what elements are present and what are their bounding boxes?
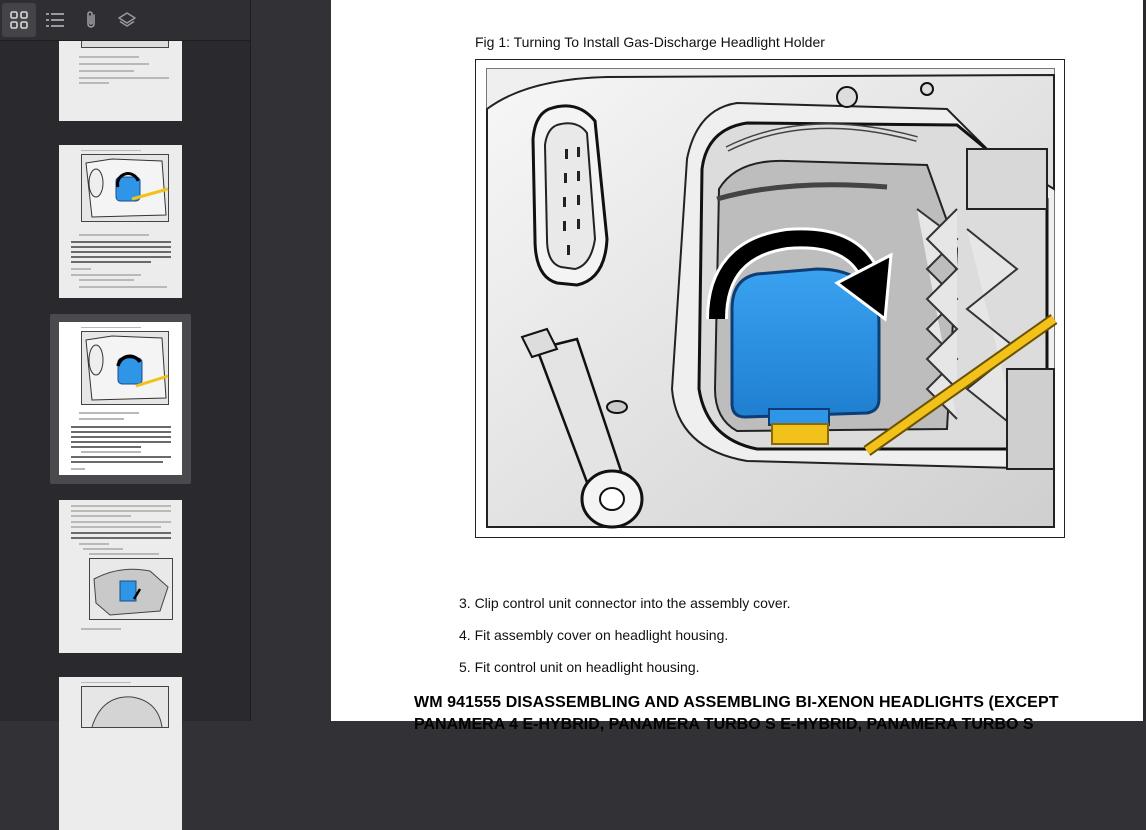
figure-caption: Fig 1: Turning To Install Gas-Discharge Headlight Holder [475, 34, 825, 50]
page-thumbnail[interactable] [59, 677, 182, 830]
thumbnail-list [0, 40, 250, 721]
paperclip-icon [83, 10, 99, 30]
section-heading-continued: PANAMERA 4 E-HYBRID, PANAMERA TURBO S E-HYBRID, PANAMERA TURBO S [414, 716, 1034, 733]
thumbnail-sidebar [0, 0, 251, 721]
figure-frame [475, 59, 1065, 538]
headlight-illustration [486, 68, 1055, 528]
step-4: 4. Fit assembly cover on headlight housing. [459, 627, 729, 643]
section-heading: WM 941555 DISASSEMBLING AND ASSEMBLING BI-XENON HEADLIGHTS (EXCEPT [414, 694, 1059, 711]
page-thumbnail[interactable] [59, 145, 182, 298]
document-viewer [251, 0, 1146, 733]
outline-view-button[interactable] [38, 3, 72, 37]
grid-icon [10, 11, 28, 29]
page-thumbnail[interactable] [59, 500, 182, 653]
list-icon [45, 11, 65, 29]
layers-view-button[interactable] [110, 3, 144, 37]
sidebar-toolbar [0, 0, 250, 41]
step-5: 5. Fit control unit on headlight housing. [459, 659, 700, 675]
thumbnails-view-button[interactable] [2, 3, 36, 37]
document-page [331, 0, 1143, 733]
layers-icon [117, 11, 137, 29]
page-thumbnail-current[interactable] [59, 322, 182, 475]
step-3: 3. Clip control unit connector into the assembly cover. [459, 595, 791, 611]
attachments-view-button[interactable] [74, 3, 108, 37]
